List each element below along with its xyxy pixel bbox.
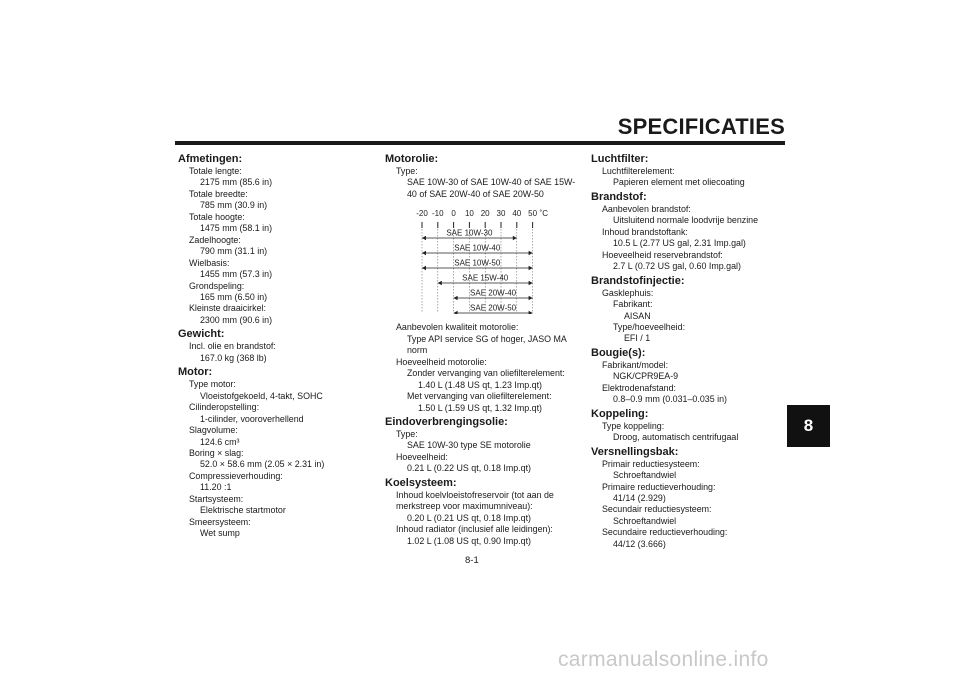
temp-tick-label: 10 [464,209,474,219]
spec-line: Compressieverhouding: [189,470,283,481]
section-heading: Motor: [178,366,213,379]
spec-line: Hoeveelheid: [396,451,448,462]
spec-line: Type motor: [189,379,236,390]
spec-line: Aanbevolen brandstof: [602,203,691,214]
spec-line: 1-cilinder, vooroverhellend [200,413,304,424]
band-arrow-right [513,236,517,240]
spec-line: Startsysteem: [189,493,244,504]
spec-line: Aanbevolen kwaliteit motorolie: [396,322,519,333]
band-arrow-right [529,281,533,285]
spec-line: AISAN [624,310,651,321]
title-rule [175,141,785,145]
section-heading: Luchtfilter: [591,153,649,165]
spec-line: Droog, automatisch centrifugaal [613,432,739,443]
section-heading: Koppeling: [591,407,649,420]
spec-line: 1455 mm (57.3 in) [200,269,273,280]
band-label: SAE 15W-40 [462,273,509,283]
spec-line: Zadelhoogte: [189,234,241,245]
spec-line: Smeersysteem: [189,516,251,527]
band-arrow-left [454,296,458,300]
spec-line: Type: [396,166,418,176]
column-1 [178,151,368,540]
band-arrow-left [422,251,426,255]
spec-line: 1.40 L (1.48 US qt, 1.23 Imp.qt) [418,379,542,390]
spec-line: 785 mm (30.9 in) [200,200,268,211]
section-heading: Afmetingen: [178,153,243,165]
spec-line: 0.8–0.9 mm (0.031–0.035 in) [613,394,727,405]
spec-line: Inhoud brandstoftank: [602,226,688,237]
spec-line: Vloeistofgekoeld, 4-takt, SOHC [200,390,323,401]
spec-line: Uitsluitend normale loodvrije benzine [613,215,759,226]
spec-line: Elektrische startmotor [200,505,286,516]
spec-line: Secundaire reductieverhouding: [602,527,728,538]
spec-line: Primair reductiesysteem: [602,458,700,469]
spec-line: Met vervanging van oliefilterelement: [407,391,552,402]
spec-line: Zonder vervanging van oliefilterelement: [407,368,565,379]
chapter-tab: 8 [787,405,830,447]
temp-tick-label: 30 [496,209,506,219]
band-arrow-left [438,281,442,285]
band-arrow-right [529,296,533,300]
spec-line: 1.50 L (1.59 US qt, 1.32 Imp.qt) [418,402,542,413]
spec-line: 0.20 L (0.21 US qt, 0.18 Imp.qt) [407,512,531,523]
spec-line: Boring × slag: [189,447,244,458]
band-arrow-right [529,251,533,255]
band-arrow-left [454,311,458,314]
spec-line: Slagvolume: [189,425,238,436]
band-label: SAE 10W-40 [454,243,501,253]
spec-line: Papieren element met oliecoating [613,177,745,188]
section-heading: Versnellingsbak: [591,445,679,458]
spec-line: 1475 mm (58.1 in) [200,223,273,234]
spec-line: Totale breedte: [189,188,248,199]
page-number: 8-1 [465,555,479,566]
section-heading: Motorolie: [385,153,439,165]
spec-line: Wet sump [200,528,240,539]
spec-line: norm [407,345,428,356]
section-heading: Koelsysteem: [385,476,457,489]
temp-tick-label: -20 [416,209,428,219]
spec-line: Inhoud koelvloeistofreservoir (tot aan de [396,489,554,500]
spec-line: 2.7 L (0.72 US gal, 0.60 Imp.gal) [613,261,741,272]
spec-line: Incl. olie en brandstof: [189,341,276,352]
section-heading: Brandstof: [591,190,647,203]
spec-line: Inhoud radiator (inclusief alle leidingen): [396,524,553,535]
band-label: SAE 20W-50 [470,303,517,313]
spec-line: 167.0 kg (368 lb) [200,352,267,363]
page-title: SPECIFICATIES [617,114,785,139]
band-label: SAE 20W-40 [470,288,517,298]
watermark: carmanualsonline.info [558,648,769,671]
spec-line: 40 of SAE 20W-40 of SAE 20W-50 [407,188,544,199]
spec-line: SAE 10W-30 of SAE 10W-40 of SAE 15W- [407,177,576,188]
spec-line: Wielbasis: [189,257,230,268]
column-2 [385,151,585,547]
spec-line: SAE 10W-30 type SE motorolie [407,440,531,451]
temp-tick-label: 40 [512,209,522,219]
spec-line: 124.6 cm³ [200,436,240,447]
band-label: SAE 10W-50 [454,258,501,268]
spec-line: Type: [396,428,418,439]
spec-line: Kleinste draaicirkel: [189,303,266,314]
spec-line: Totale hoogte: [189,211,245,222]
spec-line: 41/14 (2.929) [613,492,666,503]
spec-line: 165 mm (6.50 in) [200,291,268,302]
spec-line: 10.5 L (2.77 US gal, 2.31 Imp.gal) [613,238,746,249]
spec-line: 1.02 L (1.08 US qt, 0.90 Imp.qt) [407,535,531,546]
spec-line: 2300 mm (90.6 in) [200,314,273,325]
spec-line: 0.21 L (0.22 US qt, 0.18 Imp.qt) [407,463,531,474]
spec-line: Grondspeling: [189,280,245,291]
oil-viscosity-diagram [385,204,585,314]
spec-line: Secundair reductiesysteem: [602,504,712,515]
temp-tick-label: 0 [451,209,456,219]
section-heading: Gewicht: [178,328,225,341]
spec-line: 44/12 (3.666) [613,538,666,549]
spec-line: Hoeveelheid reservebrandstof: [602,249,723,260]
spec-line: 11.20 :1 [200,482,232,493]
spec-line: Totale lengte: [189,166,242,176]
band-arrow-left [422,236,426,240]
temp-tick-label: 20 [480,209,490,219]
spec-line: Fabrikant/model: [602,359,669,370]
spec-line: 790 mm (31.1 in) [200,246,268,257]
temp-unit: ˚C [539,209,549,219]
spec-line: Schroeftandwiel [613,515,677,526]
section-heading: Brandstofinjectie: [591,274,685,287]
temp-tick-label: 50 [528,209,538,219]
spec-line: merkstreep voor maximumniveau): [396,501,533,512]
spec-line: Elektrodenafstand: [602,382,677,393]
spec-line: Luchtfilterelement: [602,166,675,176]
temp-tick-label: -10 [432,209,444,219]
spec-line: Gasklephuis: [602,287,654,298]
spec-line: EFI / 1 [624,333,651,344]
band-arrow-right [529,311,533,314]
band-arrow-right [529,266,533,270]
spec-line: 2175 mm (85.6 in) [200,177,273,188]
spec-line: Cilinderopstelling: [189,402,260,413]
column-3 [591,151,781,550]
section-heading: Bougie(s): [591,346,646,359]
spec-line: Type koppeling: [602,420,665,431]
section-heading: Eindoverbrengingsolie: [385,415,508,428]
spec-line: Type/hoeveelheid: [613,321,686,332]
oil-viscosity-svg [385,204,585,314]
spec-line: Primaire reductieverhouding: [602,481,716,492]
band-label: SAE 10W-30 [446,228,493,238]
spec-line: Type API service SG of hoger, JASO MA [407,333,567,344]
spec-line: 52.0 × 58.6 mm (2.05 × 2.31 in) [200,459,325,470]
spec-line: Hoeveelheid motorolie: [396,356,487,367]
spec-line: NGK/CPR9EA-9 [613,371,679,382]
band-arrow-left [422,266,426,270]
spec-line: Schroeftandwiel [613,470,677,481]
spec-line: Fabrikant: [613,299,653,310]
